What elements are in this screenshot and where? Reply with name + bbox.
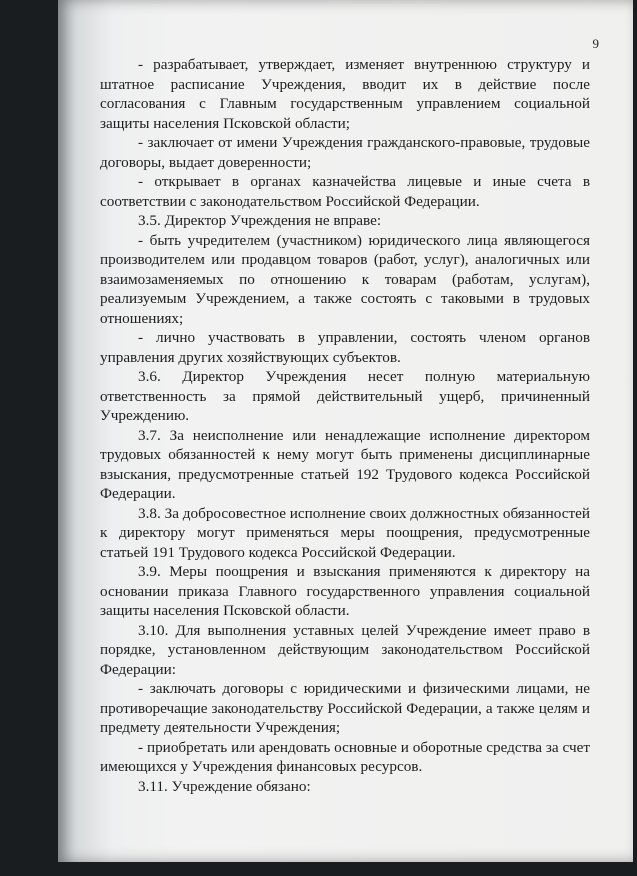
- paragraph-structure-approval: - разрабатывает, утверждает, изменяет внутреннюю структуру и штатное расписание Учреждения, вводит их в действие после согласования с Главным государственным управлением социальной защиты населения Псковской области;: [100, 56, 590, 132]
- paragraph-founder-restriction: - быть учредителем (участником) юридического лица являющегося производителем или продавцом товаров (работ, услуг), аналогичных или взаимозаменяемых по отношению к товарам (работам, услугам), реализуемым Учреждением, а также состоять с таковыми в трудовых отношениях;: [100, 231, 590, 327]
- document-page: [58, 0, 633, 862]
- section-3-5-heading: 3.5. Директор Учреждения не вправе:: [138, 212, 382, 229]
- paragraph-accounts: - открывает в органах казначейства лицевые и иные счета в соответствии с законодательством Российской Федерации.: [100, 173, 590, 210]
- section-3-7: 3.7. За неисполнение или ненадлежащие исполнение директором трудовых обязанностей к нему могут быть применены дисциплинарные взыскания, предусмотренные статьей 192 Трудового кодекса Российской Федерации.: [100, 426, 590, 502]
- section-3-11-heading: 3.11. Учреждение обязано:: [138, 777, 311, 795]
- paragraph-management-restriction: - лично участвовать в управлении, состоять членом органов управления других хозяйствующих субъектов.: [100, 329, 590, 366]
- section-3-8: 3.8. За добросовестное исполнение своих должностных обязанностей к директору могут применяться меры поощрения, предусмотренные статьей 191 Трудового кодекса Российской Федерации.: [100, 504, 590, 561]
- paragraph-acquire-assets: - приобретать или арендовать основные и оборотные средства за счет имеющихся у Учреждения финансовых ресурсов.: [100, 738, 590, 775]
- section-3-9: 3.9. Меры поощрения и взыскания применяются к директору на основании приказа Главного государственного управления социальной защиты населения Псковской области.: [100, 563, 590, 619]
- scan-bottom-edge: [0, 862, 637, 876]
- document-body: [100, 55, 590, 796]
- section-3-6: 3.6. Директор Учреждения несет полную материальную ответственность за прямой действительный ущерб, причиненный Учреждению.: [100, 368, 590, 424]
- page-number: 9: [592, 36, 599, 51]
- paragraph-contracts: - заключает от имени Учреждения гражданского-правовые, трудовые договоры, выдает доверенности;: [100, 134, 590, 171]
- section-3-10: 3.10. Для выполнения уставных целей Учреждение имеет право в порядке, установленном действующим законодательством Российской Федерации:: [100, 621, 590, 678]
- paragraph-conclude-contracts: - заключать договоры с юридическими и физическими лицами, не противоречащие законодательству Российской Федерации, а также целям и предмету деятельности Учреждения;: [100, 680, 590, 736]
